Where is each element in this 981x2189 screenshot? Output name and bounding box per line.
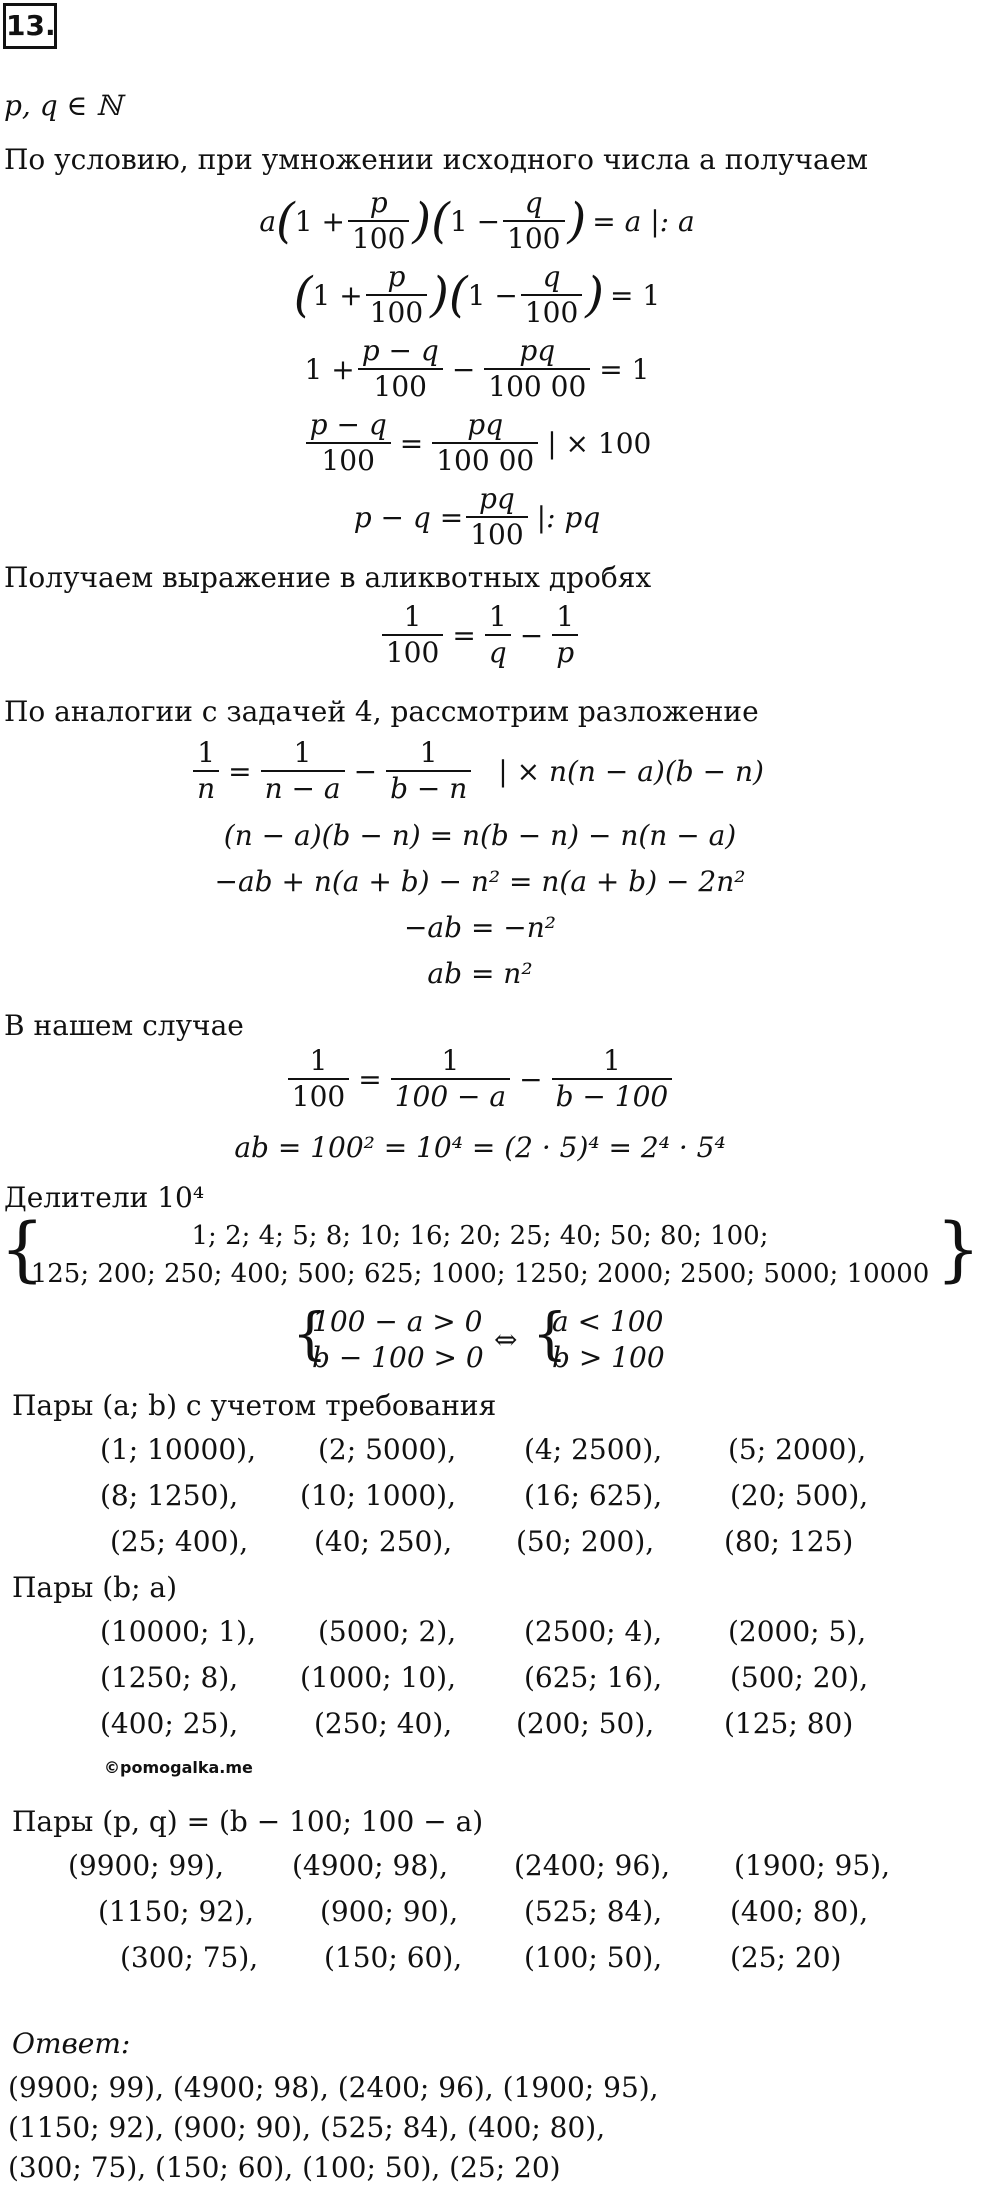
eq5-den: 100: [470, 518, 524, 551]
eq5-num: pq: [466, 482, 527, 518]
eq4-num2: pq: [432, 408, 538, 444]
eq2-p: p: [366, 260, 427, 296]
eq1-h1: 100: [351, 222, 406, 255]
pair-ba-8: (500; 20),: [730, 1661, 869, 1694]
aliquot-text: Получаем выражение в аликвотных дробях: [4, 561, 652, 594]
divisors-text: Делители 10⁴: [4, 1181, 205, 1214]
system-left-brace: {: [292, 1302, 328, 1367]
analogy-equation: $\frac{1}{n}$ = $\frac{1}{n - a}$ − $\frac{1}{b - n}$ | × n(n − a)(b − n): [0, 736, 960, 806]
analogy-f2d: n − a: [264, 772, 341, 805]
pair-pq-10: (150; 60),: [324, 1941, 463, 1974]
pairs-ba-text: Пары (b; a): [12, 1571, 178, 1604]
pair-ab-12: (80; 125): [724, 1525, 854, 1558]
system-l1: 100 − a > 0: [312, 1305, 483, 1338]
pair-ba-4: (2000; 5),: [728, 1615, 867, 1648]
pairs-ab-text: Пары (a; b) с учетом требования: [12, 1389, 497, 1422]
pair-ab-11: (50; 200),: [516, 1525, 655, 1558]
eq5-rhs: |: pq: [536, 500, 601, 534]
divisors-row-1: 1; 2; 4; 5; 8; 10; 16; 20; 25; 40; 50; 80; 100;: [191, 1221, 769, 1251]
pair-ab-5: (8; 1250),: [100, 1479, 239, 1512]
eq4-den1: 100: [321, 444, 375, 477]
answer-line-3: (300; 75), (150; 60), (100; 50), (25; 20): [8, 2151, 561, 2184]
pair-pq-4: (1900; 95),: [734, 1849, 890, 1882]
our-f1n: 1: [288, 1044, 349, 1080]
analogy-f1d: n: [197, 772, 216, 805]
pair-ab-4: (5; 2000),: [728, 1433, 867, 1466]
pair-ab-6: (10; 1000),: [300, 1479, 456, 1512]
aliquot-equation: $\frac{1}{100}$ = $\frac{1}{q}$ − $\frac{1}{p}$: [0, 600, 960, 670]
pair-ba-12: (125; 80): [724, 1707, 854, 1740]
condition-text: По условию, при умножении исходного числа a получаем: [4, 143, 869, 176]
pair-ba-7: (625; 16),: [524, 1661, 663, 1694]
analogy-f3n: 1: [386, 736, 471, 772]
analogy-mult: | × n(n − a)(b − n): [498, 754, 764, 788]
our-case-line-2: ab = 100² = 10⁴ = (2 · 5)⁴ = 2⁴ · 5⁴: [234, 1131, 726, 1164]
aliquot-n3: 1: [552, 600, 578, 636]
eq3-num1: p − q: [358, 334, 443, 370]
pair-pq-7: (525; 84),: [524, 1895, 663, 1928]
eq2-h1: 100: [369, 296, 424, 329]
aliquot-d3: p: [556, 636, 575, 669]
our-f3d: b − 100: [555, 1080, 669, 1113]
eq5-lhs: p − q =: [353, 500, 464, 534]
pair-pq-11: (100; 50),: [524, 1941, 663, 1974]
eq1-a: a: [259, 204, 277, 238]
eq3-den1: 100: [373, 370, 427, 403]
problem-number: 13.: [3, 3, 57, 49]
our-case-equation: $\frac{1}{100}$ = $\frac{1}{100 - a}$ − $\frac{1}{b - 100}$: [0, 1044, 960, 1114]
aliquot-d2: q: [488, 636, 507, 669]
eq3-den2: 100 00: [488, 370, 587, 403]
aliquot-d1: 100: [385, 636, 440, 669]
divisors-row-2: 125; 200; 250; 400; 500; 625; 1000; 1250; 2000; 2500; 5000; 10000: [30, 1259, 930, 1289]
system-r1: a < 100: [552, 1305, 664, 1338]
pair-ba-3: (2500; 4),: [524, 1615, 663, 1648]
eq1-rhs: = a |: a: [592, 204, 695, 238]
our-case-text: В нашем случае: [4, 1009, 244, 1042]
answer-line-2: (1150; 92), (900; 90), (525; 84), (400; 80),: [8, 2111, 606, 2144]
pair-ba-6: (1000; 10),: [300, 1661, 456, 1694]
answer-line-1: (9900; 99), (4900; 98), (2400; 96), (1900; 95),: [8, 2071, 659, 2104]
eq3-num2: pq: [484, 334, 590, 370]
pair-ba-5: (1250; 8),: [100, 1661, 239, 1694]
equation-3: 1 + $\frac{p - q}{100}$ − $\frac{pq}{100 00}$ = 1: [304, 334, 650, 403]
answer-label: Ответ:: [12, 2027, 131, 2060]
system-l2: b − 100 > 0: [312, 1341, 484, 1374]
pair-ab-10: (40; 250),: [314, 1525, 453, 1558]
analogy-f2n: 1: [261, 736, 345, 772]
pair-ba-11: (200; 50),: [516, 1707, 655, 1740]
pair-ab-2: (2; 5000),: [318, 1433, 457, 1466]
eq1-q: q: [503, 186, 564, 222]
pair-ba-1: (10000; 1),: [100, 1615, 256, 1648]
system-equiv: ⇔: [494, 1323, 518, 1356]
eq1-p: p: [348, 186, 409, 222]
pair-ba-9: (400; 25),: [100, 1707, 239, 1740]
eq4-rhs: | × 100: [547, 426, 652, 460]
pair-ba-10: (250; 40),: [314, 1707, 453, 1740]
eq3-one: 1 +: [304, 352, 355, 386]
pair-pq-12: (25; 20): [730, 1941, 842, 1974]
eq4-den2: 100 00: [436, 444, 535, 477]
analogy-f3d: b − n: [390, 772, 468, 805]
eq2-q: q: [521, 260, 582, 296]
system-right-brace: {: [532, 1302, 568, 1367]
pair-pq-8: (400; 80),: [730, 1895, 869, 1928]
analogy-line-4: −ab = −n²: [403, 911, 557, 944]
pair-pq-6: (900; 90),: [320, 1895, 459, 1928]
analogy-f1n: 1: [193, 736, 219, 772]
system-r2: b > 100: [552, 1341, 665, 1374]
pair-ba-2: (5000; 2),: [318, 1615, 457, 1648]
eq3-rhs: = 1: [599, 352, 650, 386]
our-f1d: 100: [291, 1080, 346, 1113]
aliquot-n1: 1: [382, 600, 443, 636]
pair-pq-2: (4900; 98),: [292, 1849, 448, 1882]
our-f3n: 1: [552, 1044, 673, 1080]
eq2-rhs: = 1: [610, 278, 661, 312]
our-f2d: 100 − a: [394, 1080, 507, 1113]
equation-2: ( 1 + $\frac{p}{100}$ )( 1 − $\frac{q}{100}$ ) = 1: [293, 260, 661, 329]
pair-pq-3: (2400; 96),: [514, 1849, 670, 1882]
pair-pq-1: (9900; 99),: [68, 1849, 224, 1882]
eq1-h2: 100: [507, 222, 561, 255]
equation-1: a ( 1 + $\frac{p}{100}$ )( 1 − $\frac{q}{100}$ ) = a |: a: [259, 186, 695, 255]
pair-pq-9: (300; 75),: [120, 1941, 259, 1974]
pair-ab-1: (1; 10000),: [100, 1433, 256, 1466]
pair-pq-5: (1150; 92),: [98, 1895, 254, 1928]
variables-domain: p, q ∈ ℕ: [4, 89, 122, 122]
equation-5: [0, 482, 960, 552]
pairs-pq-text: Пары (p, q) = (b − 100; 100 − a): [12, 1805, 484, 1838]
our-f2n: 1: [391, 1044, 510, 1080]
analogy-line-3: −ab + n(a + b) − n² = n(a + b) − 2n²: [214, 865, 746, 898]
divisors-right-brace: }: [936, 1208, 981, 1290]
analogy-text: По аналогии с задачей 4, рассмотрим разложение: [4, 695, 759, 728]
pair-ab-8: (20; 500),: [730, 1479, 869, 1512]
pair-ab-3: (4; 2500),: [524, 1433, 663, 1466]
pair-ab-9: (25; 400),: [110, 1525, 249, 1558]
pair-ab-7: (16; 625),: [524, 1479, 663, 1512]
analogy-line-2: (n − a)(b − n) = n(b − n) − n(n − a): [223, 819, 737, 852]
aliquot-n2: 1: [485, 600, 511, 636]
divisors-left-brace: {: [0, 1208, 45, 1290]
analogy-line-5: ab = n²: [427, 957, 533, 990]
eq2-h2: 100: [524, 296, 579, 329]
copyright: ©pomogalka.me: [104, 1758, 253, 1777]
eq4-num1: p − q: [306, 408, 391, 444]
equation-4: $\frac{p - q}{100}$ = $\frac{pq}{100 00}$ | × 100: [0, 408, 960, 478]
